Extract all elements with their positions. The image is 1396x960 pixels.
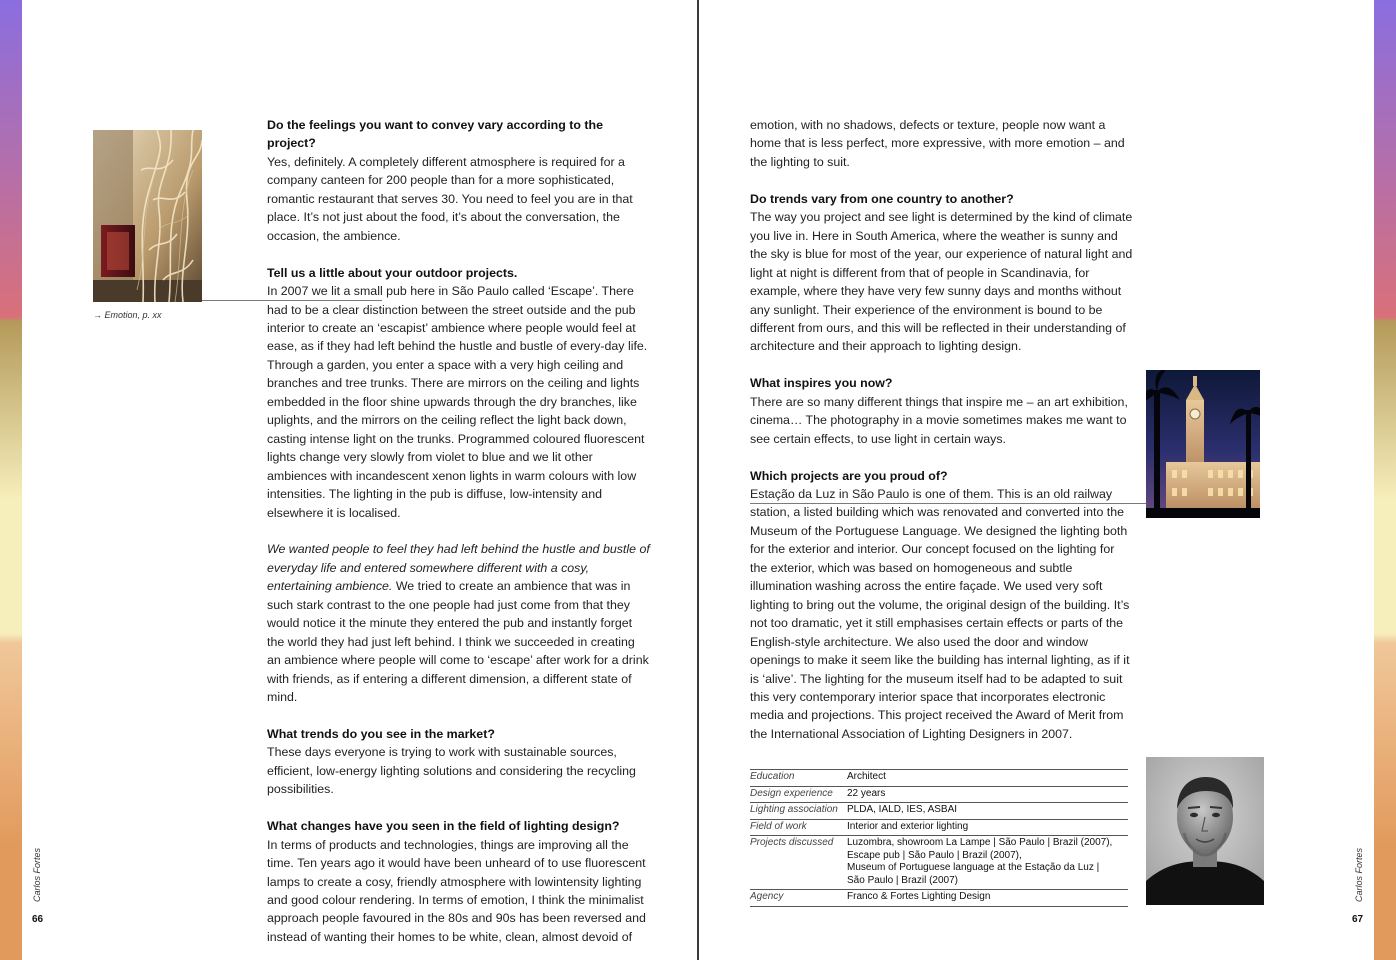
continued-paragraph: emotion, with no shadows, defects or texture, people now want a home that is less perfect, more expressive, with more emotion – and the lighting to suit. (750, 118, 1125, 169)
left-page-color-edge (0, 0, 22, 960)
profile-label: Agency (750, 891, 784, 902)
profile-value: PLDA, IALD, IES, ASBAI (847, 804, 958, 815)
designer-portrait-photo (1146, 757, 1264, 905)
profile-row (750, 836, 1128, 890)
profile-row (750, 787, 1128, 804)
right-page-text (750, 116, 1135, 743)
section-heading: Tell us a little about your outdoor projects. (267, 265, 518, 280)
profile-value (847, 836, 1128, 889)
section-heading: What inspires you now? (750, 376, 893, 391)
pull-quote: We wanted people to feel they had left behind the hustle and bustle of everyday life and entered somewhere different with a cosy, entertaining ambience. (267, 542, 650, 594)
profile-row (750, 820, 1128, 837)
profile-value: Franco & Fortes Lighting Design (847, 891, 991, 902)
book-spine (697, 0, 699, 960)
section-body: Yes, definitely. A completely different atmosphere is required for a company canteen for 200 people than for a more sophisticated, romantic restaurant that serves 30. You need to feel you are in that place. It’s not just about the food, it’s about the conversation, the occasion, the ambience. (267, 154, 633, 243)
profile-row (750, 770, 1128, 787)
section-heading: Do trends vary from one country to another? (750, 191, 1014, 206)
section-body: The way you project and see light is determined by the kind of climate you live in. Here in South America, where the weather is sunny and the sky is blue for most of the year, our experience of natural light and light at night is different from that of people in Scandinavia, for example, where they have very few sunny days and months without any sunlight. Their experience of the environment is bound to be different from ours, and this will be reflected in their understanding of architecture and their approach to lighting design. (750, 210, 1133, 354)
section-body: Estação da Luz in São Paulo is one of them. This is an old railway station, a listed building which was renovated and converted into the Museum of the Portuguese Language. We designed the lighting both for the exterior and interior. Our concept focused on the lighting for the exterior, which was based on homogeneous and subtle illumination washing across the entire façade. We used very soft lighting to bring out the volume, the original design of the building. It’s not too dramatic, yet it still emphasises certain effects or parts of the English-style architecture. We also used the door and window openings to make it seem like the building has internal lighting, as if it is ‘alive’. The lighting for the museum itself had to be adapted to suit this very contemporary interior space that incorporates electronic media and projections. This project received the Award of Merit from the International Association of Lighting Designers in 2007. (750, 487, 1130, 741)
section-body: In 2007 we lit a small pub here in São Paulo called ‘Escape’. There had to be a clear distinction between the street outside and the pub interior to create an ‘escapist’ ambience where people would feel at ease, as if they had left behind the hustle and bustle of every-day life. Through a garden, you enter a space with a very high ceiling and branches and tree trunks. There are mirrors on the ceiling and lights embedded in the floor shine upwards through the dry branches, like uplights, and the mirrors on the ceiling reflect the light back down, casting intense light on the trunks. Programmed coloured fluorescent lights change very slowly from violet to blue and we lit other ambiences with incandescent xenon lights in warm colours with low intensities. The lighting in the pub is diffuse, low-intensity and elsewhere it is localised. (267, 284, 648, 520)
running-head-left: Carlos Fortes (32, 848, 42, 903)
project-line: Luzombra, showroom La Lampe | São Paulo | Brazil (2007), (847, 837, 1113, 848)
section-body: There are so many different things that inspire me – an art exhibition, cinema… The photography in a movie sometimes makes me want to see certain effects, to use light in certain ways. (750, 394, 1128, 446)
project-line: Escape pub | São Paulo | Brazil (2007), (847, 849, 1022, 861)
section-heading: What changes have you seen in the field of lighting design? (267, 819, 620, 834)
profile-row (750, 803, 1128, 820)
profile-row (750, 890, 1128, 907)
section-heading: Do the feelings you want to convey vary according to the project? (267, 118, 603, 151)
profile-value: Architect (847, 771, 886, 782)
section-body: We tried to create an ambience that was in such stark contrast to the one people had just come from that they would notice it the minute they entered the pub and instantly forget the world they had just left behind. I think we succeeded in creating an ambience where people will come to ‘escape’ after work for a drink with friends, as if entering a different dimension, a different state of mind. (267, 579, 649, 705)
profile-label: Projects discussed (750, 837, 834, 848)
project-line: São Paulo | Brazil (2007) (847, 874, 958, 886)
quote-paragraph (267, 540, 652, 706)
left-page-text (267, 116, 652, 946)
photo-leader-line (750, 503, 1146, 504)
profile-value: 22 years (847, 787, 886, 799)
emotion-interior-photo (93, 130, 202, 302)
profile-table (750, 769, 1128, 907)
profile-label: Lighting association (750, 804, 838, 815)
section-heading: Which projects are you proud of? (750, 468, 948, 483)
profile-label: Education (750, 771, 795, 782)
section-body: In terms of products and technologies, things are improving all the time. Ten years ago it would have been unheard of to use fluorescent lamps to create a cosy, friendly atmosphere with lowintensity lighting and good colour rendering. In terms of emotion, I think the minimalist approach people favoured in the 80s and 90s has been reversed and instead of wanting their homes to be white, clean, almost devoid of (267, 837, 646, 944)
page-number-right: 67 (1352, 914, 1364, 925)
project-line: Museum of Portuguese language at the Estação da Luz | (847, 862, 1100, 873)
page-number-left: 66 (32, 914, 44, 925)
section-body: These days everyone is trying to work with sustainable sources, efficient, low-energy lighting solutions and considering the recycling possibilities. (267, 745, 636, 797)
profile-label: Design experience (750, 787, 833, 799)
section-heading: What trends do you see in the market? (267, 726, 495, 741)
estacao-da-luz-photo (1146, 370, 1260, 518)
profile-label: Field of work (750, 820, 807, 832)
running-head-right: Carlos Fortes (1354, 848, 1364, 903)
profile-value: Interior and exterior lighting (847, 820, 969, 832)
photo-caption: → Emotion, p. xx (93, 310, 162, 320)
right-page-color-edge (1374, 0, 1396, 960)
